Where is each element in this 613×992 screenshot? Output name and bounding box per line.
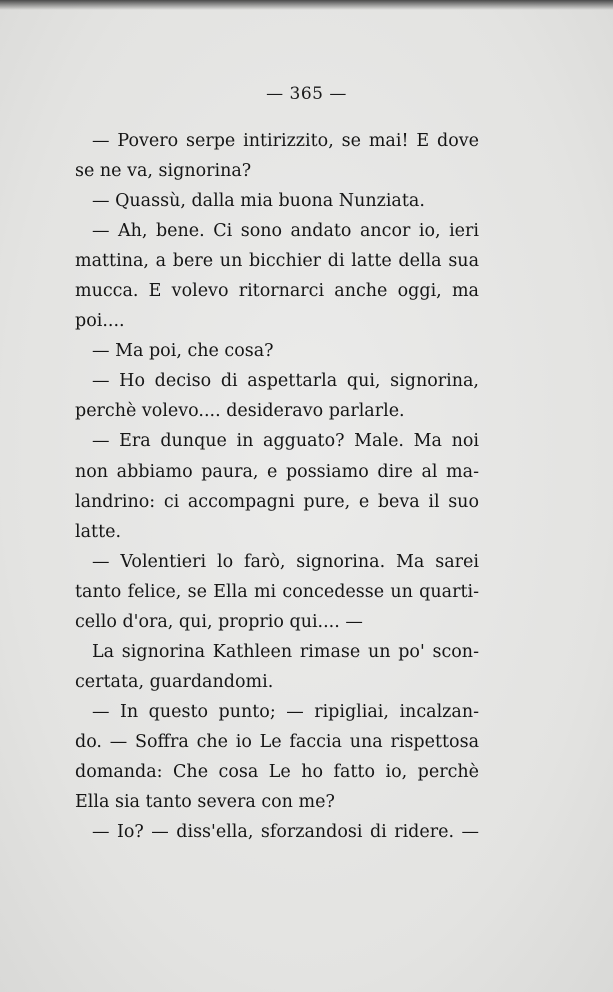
text-line: — Quassù, dalla mia buona Nunziata. [92, 191, 425, 212]
text-line: — Volentieri lo farò, signorina. Ma sarei [92, 551, 479, 572]
text-line: poi.... [75, 311, 125, 332]
page-top-shadow [0, 0, 613, 10]
text-line: do. — Soffra che io Le faccia una rispettosa [75, 731, 479, 752]
text-line: — Io? — diss'ella, sforzandosi di ridere. — [92, 822, 479, 843]
text-line: — Era dunque in agguato? Male. Ma noi [92, 431, 479, 452]
page-number: — 365 — [266, 84, 347, 104]
text-line: certata, guardandomi. [75, 671, 274, 692]
text-line: La signorina Kathleen rimase un po' scon- [92, 641, 479, 662]
text-line: latte. [75, 521, 122, 542]
text-line: — In questo punto; — ripigliai, incalzan- [92, 701, 479, 722]
text-line: — Ma poi, che cosa? [92, 341, 274, 362]
text-line: domanda: Che cosa Le ho fatto io, perchè [75, 761, 479, 782]
text-line: mattina, a bere un bicchier di latte della sua [75, 251, 479, 272]
text-line: — Ah, bene. Ci sono andato ancor io, ieri [92, 221, 479, 242]
text-line: cello d'ora, qui, proprio qui.... — [75, 611, 363, 632]
text-line: landrino: ci accompagni pure, e beva il suo [75, 491, 479, 512]
text-line: non abbiamo paura, e possiamo dire al ma- [75, 461, 479, 482]
text-line: tanto felice, se Ella mi concedesse un quarti- [75, 581, 479, 602]
text-line: perchè volevo.... desideravo parlarle. [75, 401, 405, 422]
text-line: Ella sia tanto severa con me? [75, 792, 335, 813]
text-line: — Povero serpe intirizzito, se mai! E dove [92, 131, 479, 151]
body-text [75, 126, 479, 847]
text-line: — Ho deciso di aspettarla qui, signorina, [92, 371, 479, 392]
text-line: mucca. E volevo ritornarci anche oggi, ma [75, 281, 479, 302]
text-line: se ne va, signorina? [75, 161, 252, 182]
